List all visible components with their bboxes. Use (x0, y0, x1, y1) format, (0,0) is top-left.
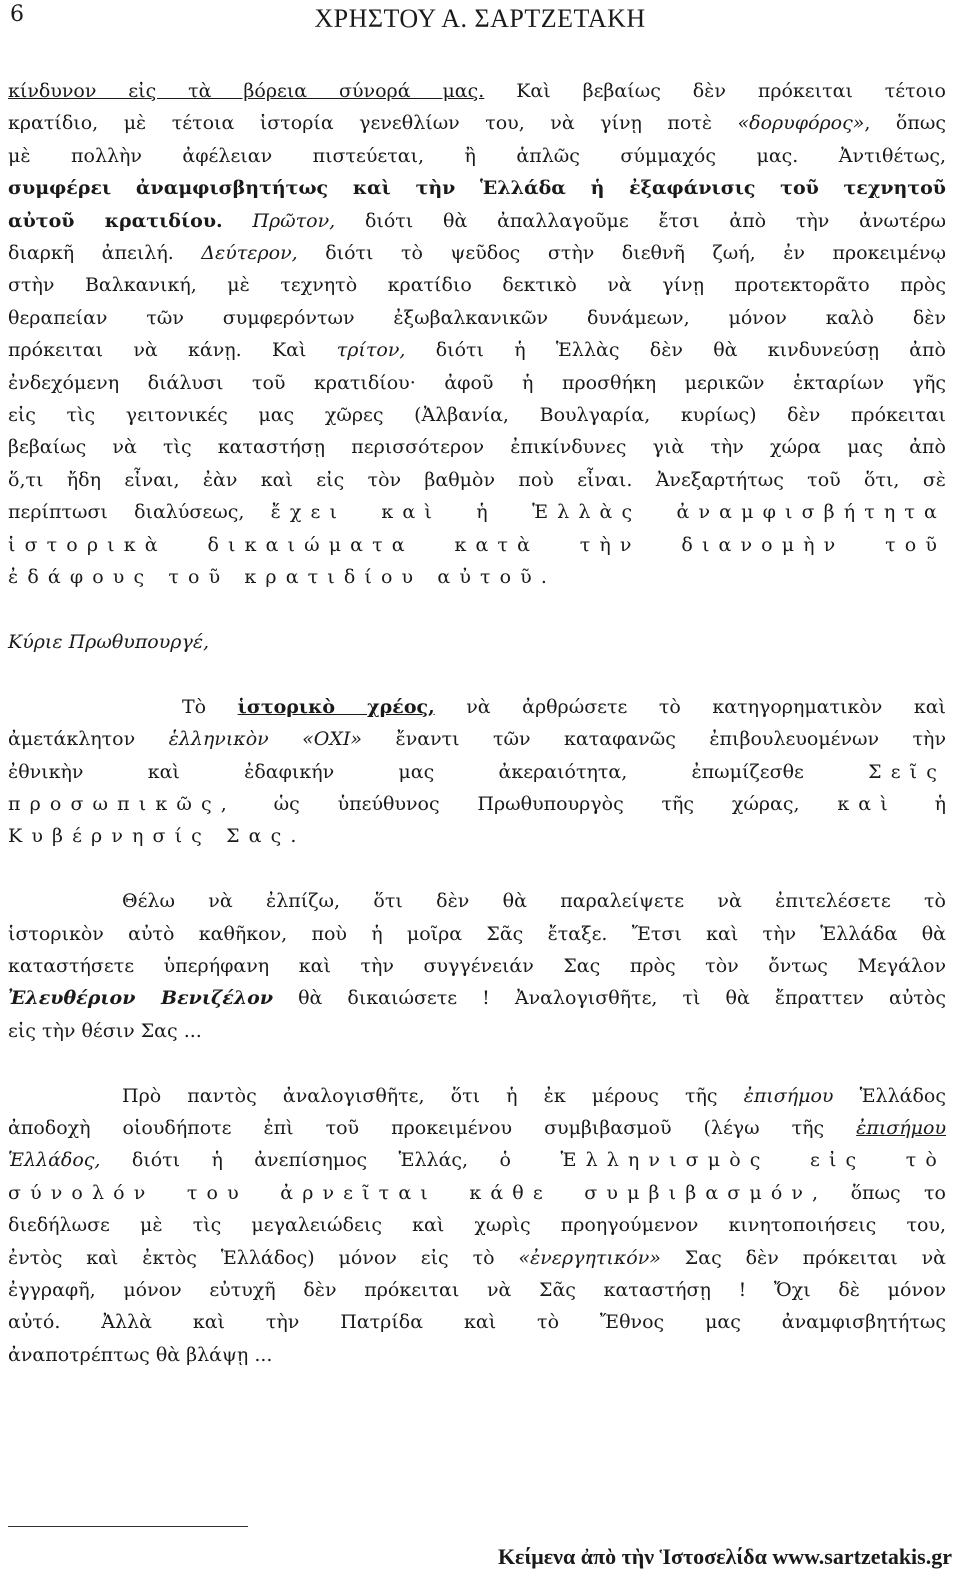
italic-text: ἑλληνικὸν «ΟΧΙ» (168, 728, 363, 751)
text-line (8, 1112, 946, 1144)
paragraph-2 (8, 691, 946, 853)
spaced-text: σύνολόν του ἀρνεῖται κάθε συμβιβασμόν, (8, 1181, 828, 1204)
text-line (8, 237, 946, 269)
text-line (8, 334, 946, 366)
bold-line: συμφέρει ἀναμφισβητήτως καὶ τὴν Ἑλλάδα ἡ ἐξαφάνισις τοῦ τεχνητοῦ (8, 177, 946, 200)
running-head: ΧΡΗΣΤΟΥ Α. ΣΑΡΤΖΕΤΑΚΗ (314, 4, 646, 33)
text-line: θεραπείαν τῶν συμφερόντων ἐξωβαλκανικῶν δυνάμεων, μόνον καλὸ δὲν (8, 306, 946, 329)
paragraph-4 (8, 1080, 946, 1372)
text-line (8, 691, 946, 723)
text-line: ἐγγραφῆ, μόνον εὐτυχῆ δὲν πρόκειται νὰ Σᾶς καταστήσῃ ! Ὄχι δὲ μόνον (8, 1278, 946, 1301)
text-line (8, 1177, 946, 1209)
text-line (8, 1242, 946, 1274)
text-span: διότι ἡ Ἑλλὰς δὲν θὰ κινδυνεύσῃ ἀπὸ (405, 339, 946, 362)
text-span: διότι τὸ ψεῦδος στὴν διεθνῆ ζωή, ἐν προκειμένῳ (297, 242, 946, 265)
bold-italic-text: Ἐλευθέριον Βενιζέλον (8, 987, 274, 1010)
text-span: ἡ (896, 792, 946, 815)
text-line (8, 982, 946, 1014)
spaced-line: ἐδάφους τοῦ κρατιδίου αὐτοῦ. (8, 566, 557, 589)
text-span: , ὅπως (864, 112, 946, 135)
text-span: Τὸ (182, 695, 238, 718)
italic-underlined-text: ἐπισήμου (856, 1116, 946, 1139)
page-number: 6 (10, 2, 24, 27)
paragraph-3 (8, 885, 946, 1047)
italic-text: «δορυφόρος» (737, 112, 865, 135)
text-line: ἱστορικὸν αὐτὸ καθῆκον, ποὺ ἡ μοῖρα Σᾶς ἔταξε. Ἔτσι καὶ τὴν Ἑλλάδα θὰ (8, 922, 946, 945)
text-line: καταστήσετε ὑπερήφανη καὶ τὴν συγγένειάν Σας πρὸς τὸν ὄντως Μεγάλον (8, 954, 946, 977)
text-span: θὰ δικαιώσετε ! Ἀναλογισθῆτε, τὶ θὰ ἔπραττεν αὐτὸς (273, 987, 946, 1010)
italic-text: τρίτον, (336, 339, 406, 362)
text-line: εἰς τὶς γειτονικές μας χῶρες (Ἀλβανία, Βουλγαρία, κυρίως) δὲν πρόκειται (8, 404, 946, 427)
text-line (8, 1080, 946, 1112)
spaced-line: ἱστορικὰ δικαιώματα κατὰ τὴν διανομὴν τοῦ (8, 533, 946, 556)
text-span: ἐντὸς καὶ ἐκτὸς Ἑλλάδος) μόνον εἰς τὸ (8, 1246, 519, 1269)
text-line: βεβαίως νὰ τὶς καταστήσῃ περισσότερον ἐπικίνδυνες γιὰ τὴν χώρα μας ἀπὸ (8, 436, 946, 459)
text-span: ἀποδοχὴ οἱουδήποτε ἐπὶ τοῦ προκειμένου συμβιβασμοῦ (λέγω τῆς (8, 1116, 857, 1139)
text-line (8, 205, 946, 237)
text-span: Καὶ βεβαίως δὲν πρόκειται τέτοιο (484, 80, 946, 102)
bold-text: αὐτοῦ κρατιδίου. (8, 209, 223, 232)
footer-rule (8, 1526, 248, 1527)
document-body (8, 75, 946, 1371)
text-line: διεδήλωσε μὲ τὶς μεγαλειώδεις καὶ χωρὶς προηγούμενον κινητοποιήσεις του, (8, 1214, 946, 1237)
text-span: ἐθνικὴν καὶ ἐδαφικήν μας ἀκεραιότητα, ἐπωμίζεσθε (8, 760, 869, 783)
italic-text: «ἐνεργητικόν» (518, 1246, 661, 1269)
spaced-text: καὶ (837, 792, 897, 815)
text-span: ἀμετάκλητον (8, 728, 169, 751)
text-line (8, 723, 946, 755)
text-line (8, 756, 946, 788)
text-span: πρόκειται νὰ κάνῃ. Καὶ (8, 339, 337, 362)
paragraph-1 (8, 75, 946, 594)
text-line: μὲ πολλὴν ἀφέλειαν πιστεύεται, ἢ ἁπλῶς σύμμαχός μας. Ἀντιθέτως, (8, 144, 946, 167)
text-line: Θέλω νὰ ἐλπίζω, ὅτι δὲν θὰ παραλείψετε νὰ ἐπιτελέσετε τὸ (122, 890, 946, 913)
salutation-block (8, 626, 946, 658)
text-line: ἐνδεχόμενη διάλυσι τοῦ κρατιδίου· ἀφοῦ ἡ προσθήκη μερικῶν ἑκταρίων γῆς (8, 371, 946, 394)
spaced-text: Σεῖς (868, 760, 946, 783)
spaced-text: ἔχει καὶ ἡ Ἑλλὰς ἀναμφισβήτητα (270, 501, 946, 524)
text-line: ὅ,τι ἤδη εἶναι, ἐὰν καὶ εἰς τὸν βαθμὸν ποὺ εἶναι. Ἀνεξαρτήτως τοῦ ὅτι, σὲ (8, 468, 946, 491)
text-span: περίπτωσι διαλύσεως, (8, 501, 271, 524)
bold-underlined-text: ἱστορικὸ χρέος, (237, 695, 435, 718)
footer: Κείμενα ἀπὸ τὴν Ἱστοσελίδα www.sartzetakis.gr (497, 1544, 952, 1569)
text-span: ὅπως το (827, 1181, 946, 1204)
text-line (8, 788, 946, 820)
text-line: ἀναποτρέπτως θὰ βλάψῃ ... (8, 1343, 273, 1366)
salutation: Κύριε Πρωθυπουργέ, (8, 630, 210, 653)
text-span: ὡς ὑπεύθυνος Πρωθυπουργὸς τῆς χώρας, (235, 792, 838, 815)
text-span: κρατίδιο, μὲ τέτοια ἱστορία γενεθλίων του, νὰ γίνῃ ποτὲ (8, 112, 738, 135)
text-line (8, 107, 946, 139)
italic-text: Ἑλλάδος, (8, 1149, 101, 1172)
text-span: νὰ ἀρθρώσετε τὸ κατηγορηματικὸν καὶ (434, 695, 947, 718)
text-line: στὴν Βαλκανική, μὲ τεχνητὸ κρατίδιο δεκτικὸ νὰ γίνῃ προτεκτορᾶτο πρὸς (8, 274, 946, 297)
text-span: διότι ἡ ἀνεπίσημος Ἑλλάς, (100, 1149, 500, 1172)
text-span: Σας δὲν πρόκειται νὰ (660, 1246, 946, 1269)
text-span: διαρκῆ ἀπειλή. (8, 242, 202, 265)
italic-text: Δεύτερον, (201, 242, 298, 265)
spaced-text: προσωπικῶς, (8, 792, 236, 815)
spaced-line: Κυβέρνησίς Σας. (8, 825, 306, 848)
italic-text: Πρῶτον, (222, 209, 336, 232)
text-line (8, 75, 946, 107)
italic-text: ἐπισήμου (743, 1084, 834, 1107)
underlined-text: κίνδυνον εἰς τὰ βόρεια σύνορά μας. (8, 80, 485, 102)
text-line: αὐτό. Ἀλλὰ καὶ τὴν Πατρίδα καὶ τὸ Ἔθνος μας ἀναμφισβητήτως (8, 1311, 946, 1334)
text-line (8, 1144, 946, 1176)
spaced-text: ὁ Ἑλληνισμὸς εἰς τὸ (499, 1149, 946, 1172)
text-line (8, 496, 946, 528)
text-span: Ἑλλάδος (833, 1084, 946, 1107)
text-span: διότι θὰ ἀπαλλαγοῦμε ἔτσι ἀπὸ τὴν ἀνωτέρω (335, 209, 947, 232)
text-span: Πρὸ παντὸς ἀναλογισθῆτε, ὅτι ἡ ἐκ μέρους τῆς (122, 1084, 744, 1107)
text-span: ἔναντι τῶν καταφανῶς ἐπιβουλευομένων τὴν (362, 728, 946, 751)
text-line: εἰς τὴν θέσιν Σας ... (8, 1019, 202, 1042)
